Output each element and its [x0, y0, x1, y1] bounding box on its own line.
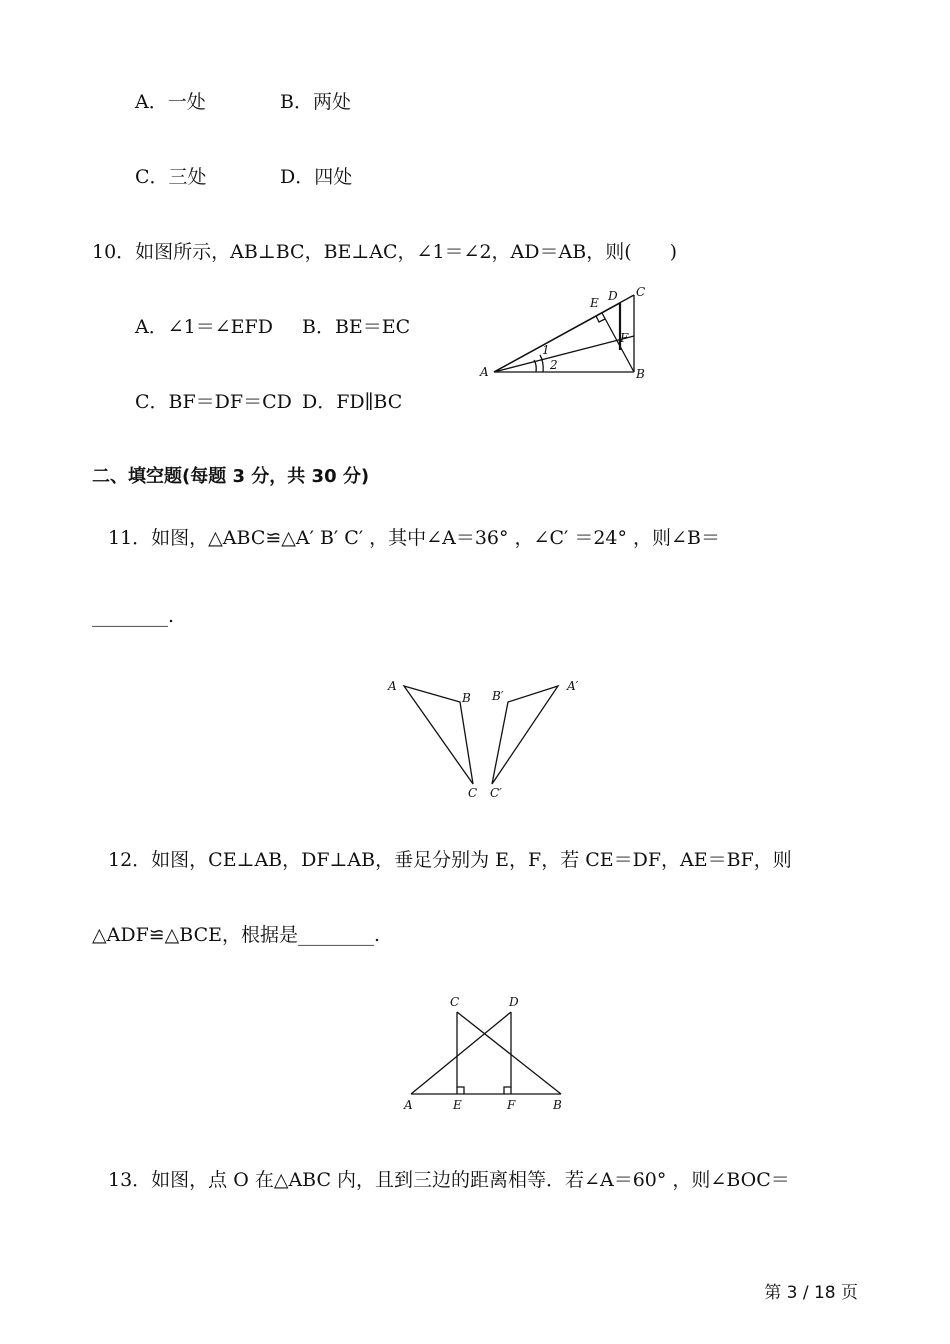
- q10-option-c: C．BF＝DF＝CD: [135, 391, 292, 413]
- q11-blank: ________.: [92, 605, 175, 627]
- page-number: 第 3 / 18 页: [764, 1283, 858, 1303]
- q9-option-d: D．四处: [280, 166, 353, 188]
- q10-label-1: 1: [542, 343, 550, 357]
- q10-label-c: C: [636, 285, 646, 299]
- q10-label-a: A: [480, 365, 489, 379]
- q10-option-b: B．BE＝EC: [302, 316, 411, 338]
- q10-stem: 10．如图所示，AB⊥BC，BE⊥AC，∠1＝∠2，AD＝AB，则( ): [92, 241, 678, 263]
- q12-label-e: E: [453, 1098, 462, 1112]
- q11-label-a-prime: A′: [567, 679, 579, 693]
- q11-figure: [380, 672, 590, 802]
- q12-label-b: B: [553, 1098, 562, 1112]
- q9-option-b: B．两处: [280, 91, 351, 113]
- q9-option-c: C．三处: [135, 166, 207, 188]
- q12-label-c: C: [450, 995, 460, 1009]
- q10-label-e: E: [590, 296, 599, 310]
- q12-stem-2: △ADF≌△BCE，根据是________.: [92, 924, 381, 946]
- section-heading: 二、填空题(每题 3 分，共 30 分): [92, 466, 370, 487]
- q10-label-b: B: [636, 367, 645, 381]
- q9-option-a: A．一处: [135, 91, 206, 113]
- q10-label-2: 2: [550, 358, 558, 372]
- q10-option-d: D．FD∥BC: [302, 391, 403, 413]
- q11-label-b: B: [462, 691, 471, 705]
- q12-label-f: F: [507, 1098, 516, 1112]
- q11-label-b-prime: B′: [492, 689, 504, 703]
- q12-figure: [395, 990, 575, 1115]
- q12-label-d: D: [509, 995, 519, 1009]
- q10-option-a: A．∠1＝∠EFD: [135, 316, 273, 338]
- q11-label-c-prime: C′: [490, 786, 502, 800]
- q11-label-c: C: [468, 786, 478, 800]
- q11-label-a: A: [388, 679, 397, 693]
- q12-stem: 12．如图，CE⊥AB，DF⊥AB，垂足分别为 E，F，若 CE＝DF，AE＝BF，则: [108, 849, 792, 871]
- q10-label-f: F: [620, 331, 629, 345]
- q12-label-a: A: [404, 1098, 413, 1112]
- q10-label-d: D: [608, 289, 618, 303]
- q10-figure: [470, 280, 670, 390]
- q13-stem: 13．如图，点 O 在△ABC 内，且到三边的距离相等．若∠A＝60° ，则∠BOC＝: [108, 1169, 790, 1191]
- q11-stem: 11．如图，△ABC≌△A′ B′ C′ ，其中∠A＝36° ，∠C′ ＝24° ，则∠B＝: [108, 527, 720, 549]
